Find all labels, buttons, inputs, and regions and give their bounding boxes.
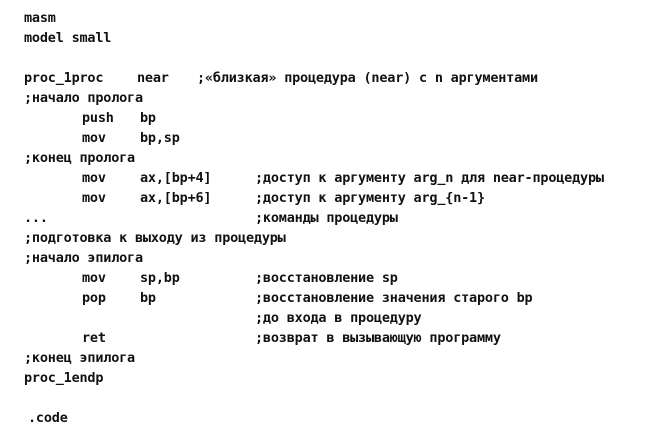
code-line-19	[0, 408, 68, 428]
proc-type: near	[137, 70, 169, 86]
code-line-2	[0, 28, 112, 48]
code-line-8	[0, 168, 604, 188]
instr-comment: ;восстановление значения старого bp	[255, 290, 533, 306]
code-line-18	[0, 368, 104, 388]
instr-comment: ;до входа в процедуру	[255, 310, 422, 326]
instr-op: mov	[82, 190, 106, 206]
instr-op: push	[82, 110, 114, 126]
instr-comment: ;команды процедуры	[255, 210, 398, 226]
instr-args: bp	[140, 290, 156, 306]
comment-prolog-start: ;начало пролога	[24, 90, 143, 106]
instr-comment: ;доступ к аргументу arg_{n-1}	[255, 190, 485, 206]
code-line-7	[0, 148, 135, 168]
instr-op: ret	[82, 330, 106, 346]
code-line-1	[0, 8, 56, 28]
proc-end: proc_1endp	[24, 370, 104, 386]
code-line-13	[0, 268, 398, 288]
code-line-14	[0, 288, 533, 308]
ellipsis: ...	[24, 210, 48, 226]
code-line-5	[0, 108, 156, 128]
instr-args: ax,[bp+4]	[140, 170, 212, 186]
proc-comment: ;«близкая» процедура (near) с n аргументами	[197, 70, 538, 86]
comment-epilog-start: ;начало эпилога	[24, 250, 143, 266]
instr-args: ax,[bp+6]	[140, 190, 212, 206]
proc-label: proc_1proc	[24, 70, 104, 86]
comment-prolog-end: ;конец пролога	[24, 150, 135, 166]
directive-code: .code	[28, 410, 68, 426]
comment-epilog-end: ;конец эпилога	[24, 350, 135, 366]
directive-model: model small	[24, 30, 112, 46]
code-line-4	[0, 88, 143, 108]
code-line-9	[0, 188, 485, 208]
instr-op: mov	[82, 130, 106, 146]
instr-args: bp	[140, 110, 156, 126]
instr-args: bp,sp	[140, 130, 180, 146]
directive-masm: masm	[24, 10, 56, 26]
code-line-11	[0, 228, 286, 248]
code-line-17	[0, 348, 135, 368]
code-line-12	[0, 248, 143, 268]
instr-args: sp,bp	[140, 270, 180, 286]
instr-comment: ;доступ к аргументу arg_n для near-процедуры	[255, 170, 604, 186]
code-line-15	[0, 308, 422, 328]
code-line-10	[0, 208, 398, 228]
code-line-16	[0, 328, 501, 348]
instr-op: pop	[82, 290, 106, 306]
code-line-6	[0, 128, 180, 148]
instr-comment: ;возврат в вызывающую программу	[255, 330, 501, 346]
instr-op: mov	[82, 270, 106, 286]
instr-op: mov	[82, 170, 106, 186]
code-line-3	[0, 68, 538, 88]
comment-exit-prep: ;подготовка к выходу из процедуры	[24, 230, 286, 246]
instr-comment: ;восстановление sp	[255, 270, 398, 286]
